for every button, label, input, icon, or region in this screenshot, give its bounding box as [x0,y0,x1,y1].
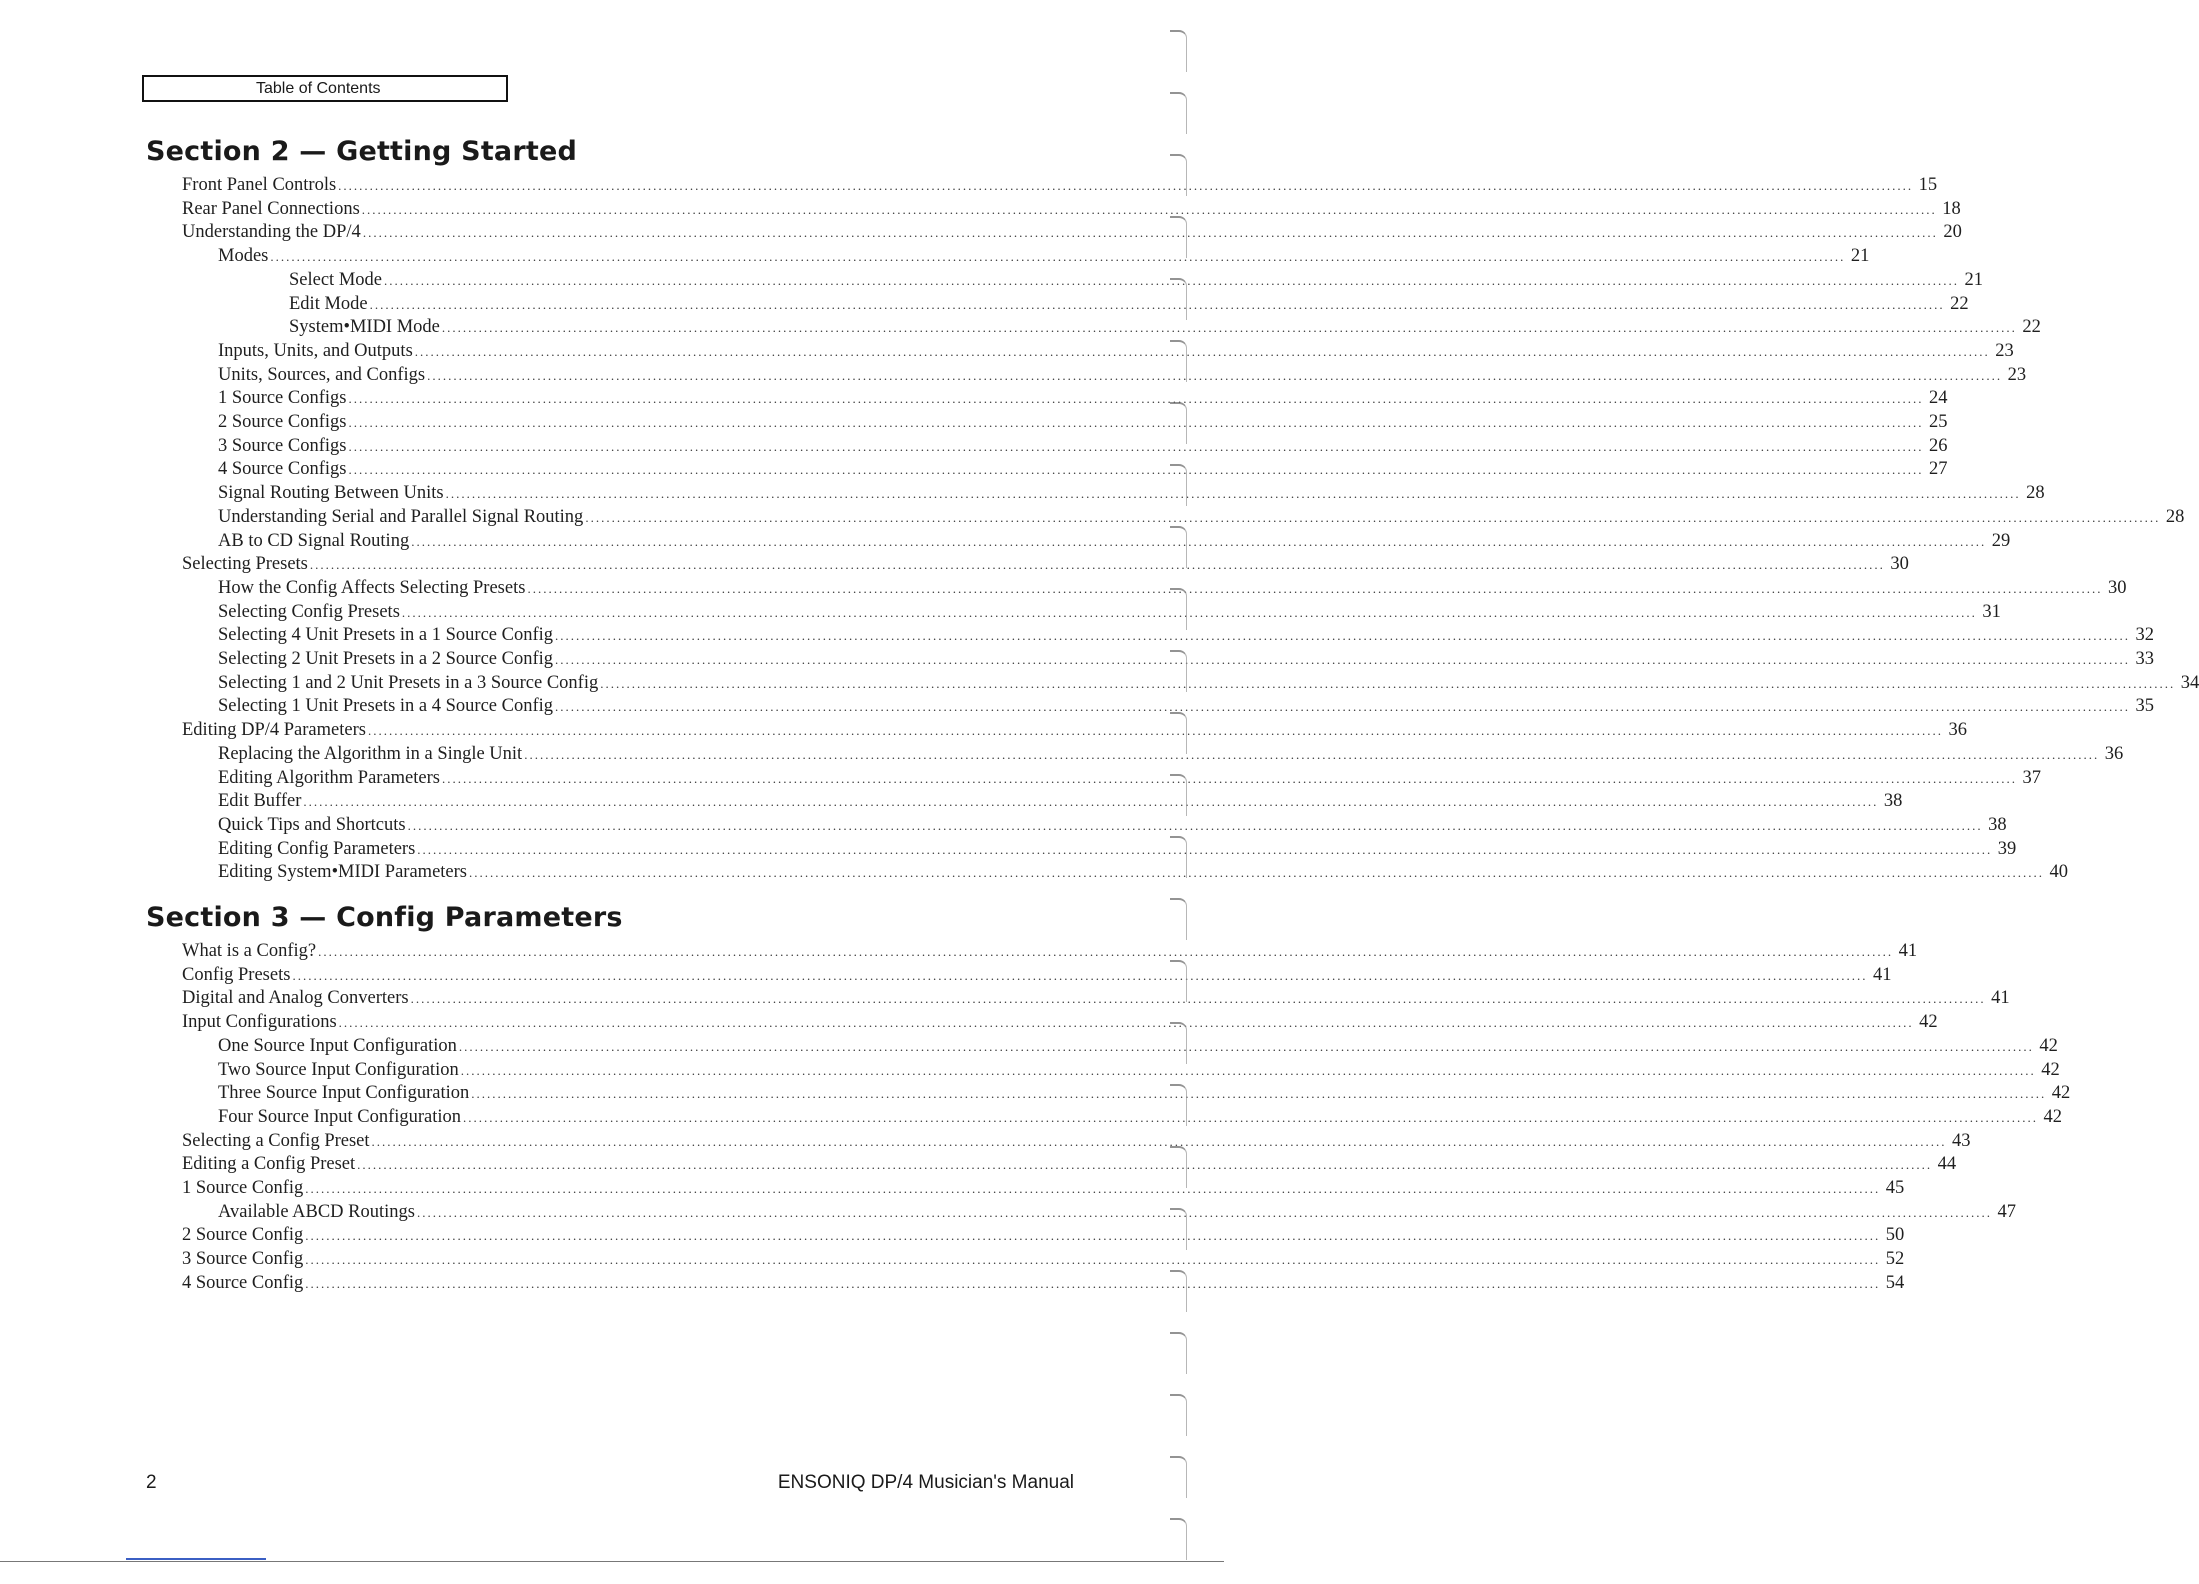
toc-entry [182,1130,1971,1153]
manual-title: ENSONIQ DP/4 Musician's Manual [777,1472,1074,1493]
toc-entry [218,364,2027,387]
toc-entry [182,174,1938,197]
toc-leader-dots: ............................................................................................................................................................................................................................................................................................................ [338,1015,1914,1031]
toc-leader-dots: ............................................................................................................................................................................................................................................................................................................ [427,367,2003,383]
table-of-contents-header [142,75,508,102]
toc-entry-page: 29 [1991,530,2011,551]
toc-entry-label: Selecting Presets [182,554,308,575]
toc-entry-page: 34 [2180,672,2199,693]
toc-leader-dots: ............................................................................................................................................................................................................................................................................................................ [292,967,1868,983]
toc-leader-dots: ............................................................................................................................................................................................................................................................................................................ [527,580,2103,596]
toc-leader-dots: ............................................................................................................................................................................................................................................................................................................ [417,1204,1992,1220]
binding-hole-mark [1170,898,1187,940]
toc-entry [218,695,2155,718]
binding-hole-mark [1170,1022,1187,1064]
toc-entry-page: 44 [1937,1154,1957,1175]
toc-entry [182,987,2010,1010]
toc-leader-dots: ............................................................................................................................................................................................................................................................................................................ [458,1038,2034,1054]
toc-entry [218,435,1948,458]
toc-entry-label: 2 Source Configs [218,412,347,432]
toc-entry-label: Four Source Input Configuration [218,1106,462,1127]
toc-leader-dots: ............................................................................................................................................................................................................................................................................................................ [471,1086,2047,1102]
binding-hole-mark [1170,1456,1187,1498]
toc-entry-page: 33 [2135,649,2155,669]
page-number: 2 [146,1472,157,1493]
toc-entry [218,1035,2058,1058]
toc-entry-page: 24 [1928,388,1948,409]
toc-entry-page: 28 [2165,506,2185,527]
toc-entry-page: 36 [2104,743,2124,764]
toc-entry-label: Selecting 4 Unit Presets in a 1 Source Config [218,625,554,646]
toc-leader-dots: ............................................................................................................................................................................................................................................................................................................ [318,944,1894,959]
binding-hole-mark [1170,154,1187,196]
toc-entry-page: 22 [1950,293,1969,314]
toc-leader-dots: ............................................................................................................................................................................................................................................................................................................ [524,746,2100,762]
toc-entry-label: Units, Sources, and Configs [218,364,426,385]
section-2-title: Section 2 — Getting Started [146,136,578,167]
toc-entry-label: Inputs, Units, and Outputs [218,340,413,361]
toc-entry-label: Selecting Config Presets [218,601,400,622]
toc-leader-dots: ............................................................................................................................................................................................................................................................................................................ [600,675,2176,691]
toc-entry [182,1153,1957,1176]
binding-hole-mark [1170,340,1187,382]
toc-entry-page: 47 [1997,1201,2016,1222]
toc-entry [218,838,2017,861]
toc-entry-label: Editing DP/4 Parameters [182,720,366,741]
toc-entry [218,1201,2016,1224]
toc-entry-page: 30 [1890,554,1909,575]
toc-entry-page: 18 [1942,198,1961,219]
toc-leader-dots: ............................................................................................................................................................................................................................................................................................................ [441,320,2017,336]
toc-entry-page: 41 [1991,988,2010,1009]
toc-entry [218,861,2068,884]
toc-entry [218,245,1870,268]
toc-entry-label: Edit Buffer [218,791,302,812]
toc-entry-page: 23 [1995,340,2014,361]
toc-entry-page: 21 [1964,269,1983,290]
toc-leader-dots: ............................................................................................................................................................................................................................................................................................................ [384,272,1959,288]
toc-entry-page: 42 [2041,1059,2060,1080]
toc-leader-dots: ............................................................................................................................................................................................................................................................................................................ [305,1181,1881,1196]
toc-entry [182,1224,1905,1247]
toc-entry-page: 28 [2026,483,2045,504]
toc-leader-dots: ............................................................................................................................................................................................................................................................................................................ [463,1109,2039,1125]
binding-hole-mark [1170,402,1187,444]
toc-leader-dots: ............................................................................................................................................................................................................................................................................................................ [371,1133,1947,1149]
toc-leader-dots: ............................................................................................................................................................................................................................................................................................................ [401,604,1977,620]
toc-entry-label: Digital and Analog Converters [182,988,409,1009]
binding-hole-mark [1170,1332,1187,1374]
toc-leader-dots: ............................................................................................................................................................................................................................................................................................................ [367,723,1943,739]
section-3-title: Section 3 — Config Parameters [146,902,623,933]
toc-entry [182,940,1918,963]
toc-entry-page: 42 [2051,1083,2071,1104]
binding-hole-mark [1170,1084,1187,1126]
binding-hole-mark [1170,92,1187,134]
toc-leader-dots: ............................................................................................................................................................................................................................................................................................................ [305,1275,1881,1291]
toc-entry-label: How the Config Affects Selecting Presets [218,577,526,598]
toc-leader-dots: ............................................................................................................................................................................................................................................................................................................ [555,628,2131,644]
binding-hole-mark [1170,774,1187,816]
toc-entry [218,577,2127,600]
header-title: Table of Contents [256,79,381,97]
toc-entry-page: 25 [1928,412,1948,432]
toc-leader-dots: ............................................................................................................................................................................................................................................................................................................ [555,699,2131,715]
toc-entry [182,719,1967,742]
toc-entry-label: Editing a Config Preset [182,1154,356,1175]
toc-entry-label: Input Configurations [182,1012,337,1033]
binding-hole-mark [1170,278,1187,320]
toc-entry-page: 35 [2135,696,2155,717]
toc-entry-label: Modes [218,246,269,267]
toc-entry-label: Three Source Input Configuration [218,1083,470,1104]
toc-entry-label: What is a Config? [182,941,317,961]
toc-entry-label: 1 Source Configs [218,388,347,409]
toc-entry [218,1106,2063,1129]
toc-entry-page: 43 [1952,1130,1971,1151]
toc-entry [218,790,1903,813]
toc-entry-label: 1 Source Config [182,1178,304,1198]
toc-entry-page: 41 [1898,941,1918,961]
toc-entry-label: 3 Source Config [182,1249,304,1270]
toc-entry-label: Understanding Serial and Parallel Signal Routing [218,506,584,527]
toc-entry [289,293,1969,316]
toc-entry [218,458,1948,481]
toc-entry-page: 50 [1885,1225,1905,1246]
toc-entry-page: 38 [1883,791,1903,812]
toc-leader-dots: ............................................................................................................................................................................................................................................................................................................ [357,1157,1933,1173]
binding-hole-mark [1170,1208,1187,1250]
toc-entry-page: 30 [2107,577,2127,598]
toc-entry [182,553,1909,576]
toc-entry [289,269,1983,292]
toc-entry-label: 2 Source Config [182,1225,304,1246]
toc-entry-page: 40 [2049,862,2068,883]
toc-leader-dots: ............................................................................................................................................................................................................................................................................................................ [348,415,1924,430]
toc-entry-page: 38 [1988,814,2007,835]
toc-entry [218,411,1948,434]
toc-leader-dots: ............................................................................................................................................................................................................................................................................................................ [338,178,1914,193]
toc-entry [182,964,1892,987]
toc-entry [182,1272,1905,1295]
toc-entry [218,624,2155,647]
toc-entry [218,506,2185,529]
toc-leader-dots: ............................................................................................................................................................................................................................................................................................................ [445,486,2021,502]
binding-hole-mark [1170,712,1187,754]
binding-hole-mark [1170,216,1187,258]
toc-entry-label: Front Panel Controls [182,175,337,195]
toc-entry [218,672,2199,695]
toc-leader-dots: ............................................................................................................................................................................................................................................................................................................ [348,438,1924,454]
toc-entry-label: Config Presets [182,964,291,985]
toc-entry [182,198,1961,221]
binding-hole-mark [1170,836,1187,878]
toc-leader-dots: ............................................................................................................................................................................................................................................................................................................ [348,391,1924,407]
toc-entry-label: Editing Algorithm Parameters [218,767,440,788]
binding-hole-mark [1170,526,1187,568]
toc-leader-dots: ............................................................................................................................................................................................................................................................................................................ [305,1252,1881,1268]
toc-entry-page: 32 [2135,625,2155,646]
binding-hole-mark [1170,464,1187,506]
toc-leader-dots: ............................................................................................................................................................................................................................................................................................................ [469,865,2044,881]
toc-entry [218,767,2041,790]
binding-hole-mark [1170,1146,1187,1188]
toc-leader-dots: ............................................................................................................................................................................................................................................................................................................ [441,770,2017,786]
toc-entry-page: 45 [1885,1178,1905,1198]
toc-entry-label: Understanding the DP/4 [182,222,361,243]
toc-entry [182,1248,1905,1271]
toc-leader-dots: ............................................................................................................................................................................................................................................................................................................ [305,1228,1881,1244]
toc-leader-dots: ............................................................................................................................................................................................................................................................................................................ [410,991,1986,1007]
toc-entry-label: Selecting 2 Unit Presets in a 2 Source Config [218,649,554,669]
toc-entry-page: 42 [2039,1035,2058,1056]
toc-entry [182,1011,1938,1034]
toc-entry-page: 20 [1943,222,1962,243]
toc-leader-dots: ............................................................................................................................................................................................................................................................................................................ [407,817,1983,833]
binding-hole-mark [1170,1270,1187,1312]
toc-entry-page: 22 [2022,317,2041,338]
toc-leader-dots: ............................................................................................................................................................................................................................................................................................................ [270,249,1846,265]
toc-entry [289,316,2041,339]
binding-hole-mark [1170,1518,1187,1560]
toc-entry-page: 37 [2022,767,2041,788]
toc-entry-label: Signal Routing Between Units [218,483,444,504]
toc-entry-label: Selecting a Config Preset [182,1130,370,1151]
toc-entry-label: Available ABCD Routings [218,1201,415,1222]
toc-entry-page: 31 [1982,601,2001,622]
toc-entry-page: 21 [1850,246,1870,267]
toc-entry-label: One Source Input Configuration [218,1035,457,1056]
toc-entry [218,601,2001,624]
toc-entry-page: 39 [1997,838,2017,859]
toc-entry-label: Quick Tips and Shortcuts [218,814,406,835]
toc-entry-page: 23 [2007,364,2027,385]
toc-entry-label: Edit Mode [289,293,368,314]
toc-leader-dots: ............................................................................................................................................................................................................................................................................................................ [303,794,1879,810]
toc-leader-dots: ............................................................................................................................................................................................................................................................................................................ [309,557,1885,573]
toc-leader-dots: ............................................................................................................................................................................................................................................................................................................ [361,201,1937,217]
toc-leader-dots: ............................................................................................................................................................................................................................................................................................................ [460,1062,2036,1078]
toc-entry-label: Selecting 1 Unit Presets in a 4 Source Config [218,696,554,717]
toc-leader-dots: ............................................................................................................................................................................................................................................................................................................ [585,509,2161,525]
toc-entry [182,1177,1905,1200]
toc-entry-page: 42 [1919,1012,1938,1033]
binding-hole-mark [1170,30,1187,72]
toc-leader-dots: ............................................................................................................................................................................................................................................................................................................ [555,652,2131,667]
scan-blue-mark [126,1558,266,1560]
binding-hole-mark [1170,1394,1187,1436]
toc-entry-label: Editing Config Parameters [218,838,416,859]
toc-entry-label: Editing System•MIDI Parameters [218,862,467,883]
toc-leader-dots: ............................................................................................................................................................................................................................................................................................................ [411,533,1987,549]
toc-entry-label: AB to CD Signal Routing [218,530,410,551]
toc-entry-label: Selecting 1 and 2 Unit Presets in a 3 Source Config [218,672,599,693]
toc-entry-page: 36 [1948,720,1967,741]
toc-entry-page: 52 [1885,1249,1905,1270]
toc-leader-dots: ............................................................................................................................................................................................................................................................................................................ [362,225,1938,241]
toc-entry [218,530,2011,553]
toc-entry-page: 41 [1872,964,1892,985]
toc-entry-page: 54 [1885,1272,1905,1293]
toc-entry [218,482,2045,505]
toc-entry [218,1082,2071,1105]
toc-entry-label: 3 Source Configs [218,435,347,456]
toc-entry-page: 15 [1918,175,1938,195]
toc-entry-label: 4 Source Configs [218,459,347,480]
binding-hole-mark [1170,588,1187,630]
toc-entry-page: 26 [1928,435,1948,456]
toc-entry-page: 42 [2043,1106,2063,1127]
toc-leader-dots: ............................................................................................................................................................................................................................................................................................................ [417,841,1993,857]
toc-entry [218,1059,2060,1082]
toc-leader-dots: ............................................................................................................................................................................................................................................................................................................ [414,343,1990,359]
binding-hole-mark [1170,960,1187,1002]
toc-entry-label: Select Mode [289,269,382,290]
toc-entry-label: System•MIDI Mode [289,317,440,338]
toc-leader-dots: ............................................................................................................................................................................................................................................................................................................ [369,296,1945,312]
toc-entry-label: Replacing the Algorithm in a Single Unit [218,743,523,764]
toc-entry [218,648,2155,671]
toc-entry [218,743,2124,766]
toc-entry-label: Two Source Input Configuration [218,1059,459,1080]
toc-entry-label: Rear Panel Connections [182,198,360,219]
toc-entry-label: 4 Source Config [182,1272,304,1293]
binding-hole-mark [1170,650,1187,692]
toc-entry [182,221,1962,244]
scan-bottom-rule [0,1561,1224,1562]
toc-entry [218,814,2007,837]
toc-entry [218,340,2014,363]
toc-leader-dots: ............................................................................................................................................................................................................................................................................................................ [348,462,1924,478]
toc-entry-page: 27 [1928,459,1948,480]
toc-entry [218,387,1948,410]
